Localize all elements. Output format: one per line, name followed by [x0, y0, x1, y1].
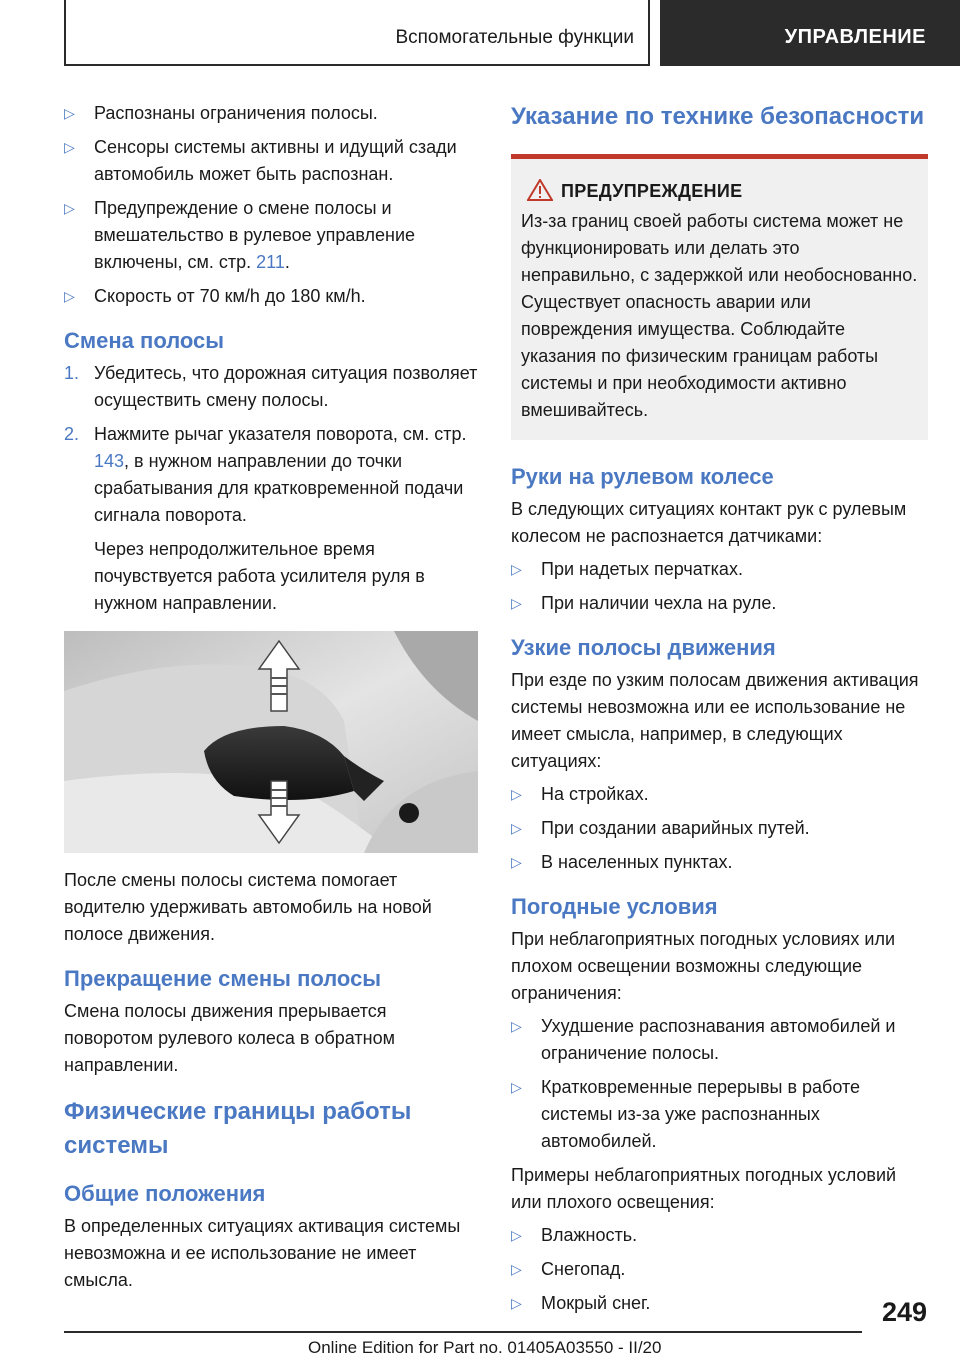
step-item: 2. Нажмите рычаг указателя поворота, см. стр. 143, в нужном направлении до точки срабатывания для кратковременной подачи сигнала поворота. — [64, 421, 478, 529]
triangle-right-icon: ▷ — [64, 139, 75, 155]
triangle-right-icon: ▷ — [511, 854, 522, 870]
list-item: ▷ Скорость от 70 км/h до 180 км/h. — [64, 283, 478, 310]
triangle-right-icon: ▷ — [511, 820, 522, 836]
list-item: ▷ Мокрый снег. — [511, 1290, 931, 1317]
step-item: 1. Убедитесь, что дорожная ситуация позволяет осуществить смену полосы. — [64, 360, 478, 414]
triangle-right-icon: ▷ — [64, 200, 75, 216]
warning-text: Из-за границ своей работы система может не функционировать или делать это неправильно, с задержкой или необоснованно. Существует опасность аварии или повреждения имущества. Соблюдайте указания по физическим границам работы системы и при необходимости активно вмешивайтесь. — [521, 211, 918, 420]
triangle-right-icon: ▷ — [511, 1018, 522, 1034]
heading-general: Общие положения — [64, 1181, 266, 1206]
triangle-right-icon: ▷ — [511, 595, 522, 611]
list-item: ▷ В населенных пунктах. — [511, 849, 931, 876]
list-item: ▷ Ухудшение распознавания автомобилей и ограничение полосы. — [511, 1013, 931, 1067]
warning-title: ПРЕДУПРЕЖДЕНИЕ — [521, 181, 918, 202]
hands-text: В следующих ситуациях контакт рук с рулевым колесом не распознается датчиками: — [511, 499, 907, 546]
list-item: ▷ При надетых перчатках. — [511, 556, 931, 583]
footer-divider — [64, 1331, 862, 1333]
triangle-right-icon: ▷ — [64, 288, 75, 304]
list-item: ▷ Распознаны ограничения полосы. — [64, 100, 478, 127]
left-column — [64, 100, 478, 1294]
triangle-right-icon: ▷ — [511, 1261, 522, 1277]
footer-edition: Online Edition for Part no. 01405A03550 - II/20 — [308, 1338, 662, 1357]
narrow-text: При езде по узким полосам движения активация системы невозможна или ее использование не имеет смысла, например, в следующих ситуациях: — [511, 670, 919, 771]
list-item: ▷ На стройках. — [511, 781, 931, 808]
heading-hands: Руки на рулевом колесе — [511, 464, 774, 489]
header-chapter-title: УПРАВЛЕНИЕ — [784, 26, 926, 48]
list-item: ▷ Снегопад. — [511, 1256, 931, 1283]
step-number: 1. — [64, 363, 80, 383]
header-section-title: Вспомогательные функции — [395, 27, 634, 48]
heading-lane-change: Смена полосы — [64, 328, 225, 353]
triangle-right-icon: ▷ — [511, 561, 522, 577]
triangle-right-icon: ▷ — [511, 786, 522, 802]
heading-safety: Указание по технике безопасности — [511, 103, 925, 130]
heading-narrow: Узкие полосы движения — [511, 635, 776, 660]
triangle-right-icon: ▷ — [511, 1295, 522, 1311]
warning-box — [511, 154, 928, 440]
list-item: ▷ Кратковременные перерывы в работе системы из-за уже распознанных автомобилей. — [511, 1074, 931, 1155]
list-item: ▷ Влажность. — [511, 1222, 931, 1249]
triangle-right-icon: ▷ — [511, 1227, 522, 1243]
right-column — [511, 100, 931, 1324]
after-figure-text: После смены полосы система помогает водителю удерживать автомобиль на новой полосе движения. — [64, 870, 432, 944]
triangle-right-icon: ▷ — [64, 105, 75, 121]
page-number: 249 — [881, 1297, 927, 1327]
list-item: ▷ Предупреждение о смене полосы и вмешательство в рулевое управление включены, см. стр. 211. — [64, 195, 478, 276]
triangle-right-icon: ▷ — [511, 1079, 522, 1095]
page-link-143[interactable]: 143 — [94, 451, 125, 471]
heading-physical-limits: Физические границы работы системы — [64, 1098, 412, 1159]
list-item: ▷ При наличии чехла на руле. — [511, 590, 931, 617]
header-section-box — [64, 0, 650, 66]
page-header — [0, 0, 960, 66]
step-number: 2. — [64, 424, 80, 444]
heading-stop-change: Прекращение смены полосы — [64, 966, 382, 991]
general-text: В определенных ситуациях активация системы невозможна и ее использование не имеет смысла. — [64, 1216, 461, 1290]
page-link-211[interactable]: 211 — [256, 252, 285, 272]
weather-text: При неблагоприятных погодных условиях или плохом освещении возможны следующие ограничения: — [511, 929, 896, 1003]
turn-signal-lever-illustration — [64, 631, 478, 853]
stop-change-text: Смена полосы движения прерывается поворотом рулевого колеса в обратном направлении. — [64, 1001, 395, 1075]
weather-examples-text: Примеры неблагоприятных погодных условий или плохого освещения: — [511, 1165, 897, 1212]
step-sub-text: Через непродолжительное время почувствуется работа усилителя руля в нужном направлении. — [94, 539, 425, 613]
list-item: ▷ Сенсоры системы активны и идущий сзади автомобиль может быть распознан. — [64, 134, 478, 188]
header-chapter-box — [660, 0, 960, 66]
warning-triangle-icon — [527, 179, 553, 201]
list-item: ▷ При создании аварийных путей. — [511, 815, 931, 842]
heading-weather: Погодные условия — [511, 894, 718, 919]
